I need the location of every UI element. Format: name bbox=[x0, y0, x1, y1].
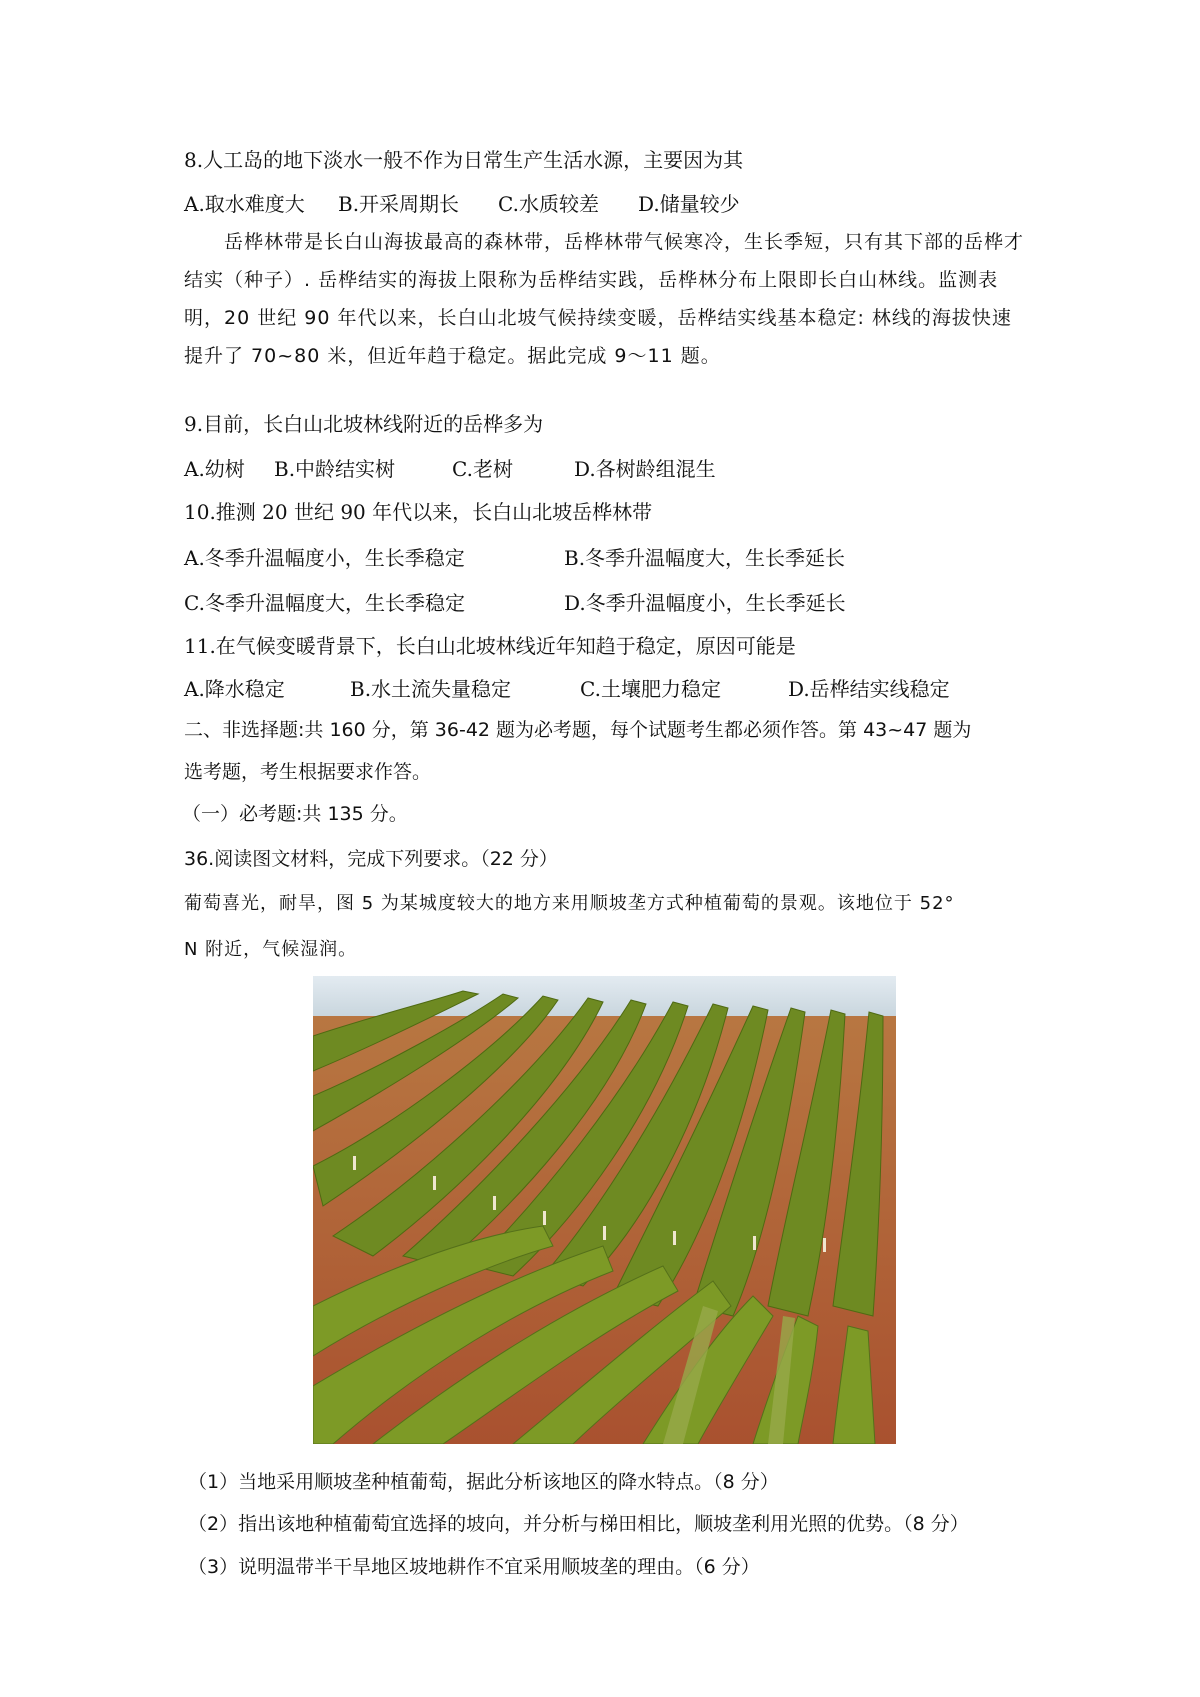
q9-option-a: A.幼树 bbox=[184, 457, 245, 481]
q8-option-b: B.开采周期长 bbox=[338, 192, 460, 216]
q36-sub2: （2）指出该地种植葡萄宜选择的坡向，并分析与梯田相比，顺坡垄利用光照的优势。（8 分） bbox=[188, 1513, 969, 1535]
q11-stem: 11.在气候变暖背景下，长白山北坡林线近年知趋于稳定，原因可能是 bbox=[184, 634, 796, 658]
q36-material-line1: 葡萄喜光，耐旱，图 5 为某城度较大的地方来用顺坡垄方式种植葡萄的景观。该地位于 52° bbox=[184, 893, 955, 914]
passage-line: 明，20 世纪 90 年代以来，长白山北坡气候持续变暖，岳桦结实线基本稳定: 林线的海拔快速 bbox=[184, 307, 1012, 329]
q11-option-b: B.水土流失量稳定 bbox=[350, 677, 512, 701]
q8-option-a: A.取水难度大 bbox=[184, 192, 305, 216]
q11-option-d: D.岳桦结实线稳定 bbox=[788, 677, 950, 701]
passage-line: 岳桦林带是长白山海拔最高的森林带，岳桦林带气候寒冷，生长季短，只有其下部的岳桦才 bbox=[224, 231, 1025, 253]
part1-heading: （一）必考题:共 135 分。 bbox=[182, 803, 408, 825]
passage-line: 结实（种子）. 岳桦结实的海拔上限称为岳桦结实践，岳桦林分布上限即长白山林线。监测表 bbox=[184, 269, 999, 291]
q10-stem: 10.推测 20 世纪 90 年代以来，长白山北坡岳桦林带 bbox=[184, 500, 653, 524]
q9-option-c: C.老树 bbox=[452, 457, 513, 481]
q36-material-line2: N 附近，气候湿润。 bbox=[184, 939, 358, 960]
passage-line: 提升了 70~80 米，但近年趋于稳定。据此完成 9～11 题。 bbox=[184, 345, 721, 367]
q36-sub3: （3）说明温带半干旱地区坡地耕作不宜采用顺坡垄的理由。（6 分） bbox=[188, 1556, 760, 1578]
section2-line1: 二、非选择题:共 160 分，第 36-42 题为必考题，每个试题考生都必须作答。第 43~47 题为 bbox=[184, 719, 972, 741]
q9-option-b: B.中龄结实树 bbox=[274, 457, 396, 481]
q9-option-d: D.各树龄组混生 bbox=[574, 457, 716, 481]
q9-stem: 9.目前，长白山北坡林线附近的岳桦多为 bbox=[184, 412, 544, 436]
q36-stem: 36.阅读图文材料，完成下列要求。（22 分） bbox=[184, 848, 558, 870]
q10-option-c: C.冬季升温幅度大，生长季稳定 bbox=[184, 591, 465, 615]
q10-option-d: D.冬季升温幅度小，生长季延长 bbox=[564, 591, 846, 615]
q10-option-b: B.冬季升温幅度大，生长季延长 bbox=[564, 546, 846, 570]
vineyard-photo bbox=[313, 976, 896, 1444]
q10-option-a: A.冬季升温幅度小，生长季稳定 bbox=[184, 546, 465, 570]
q11-option-c: C.土壤肥力稳定 bbox=[580, 677, 721, 701]
q36-sub1: （1）当地采用顺坡垄种植葡萄，据此分析该地区的降水特点。（8 分） bbox=[188, 1471, 779, 1493]
q8-option-d: D.储量较少 bbox=[638, 192, 740, 216]
q8-option-c: C.水质较差 bbox=[498, 192, 599, 216]
passage-9-11 bbox=[184, 223, 1024, 375]
section2-line2: 选考题，考生根据要求作答。 bbox=[184, 761, 432, 783]
q11-option-a: A.降水稳定 bbox=[184, 677, 285, 701]
q8-stem: 8.人工岛的地下淡水一般不作为日常生产生活水源，主要因为其 bbox=[184, 148, 744, 172]
